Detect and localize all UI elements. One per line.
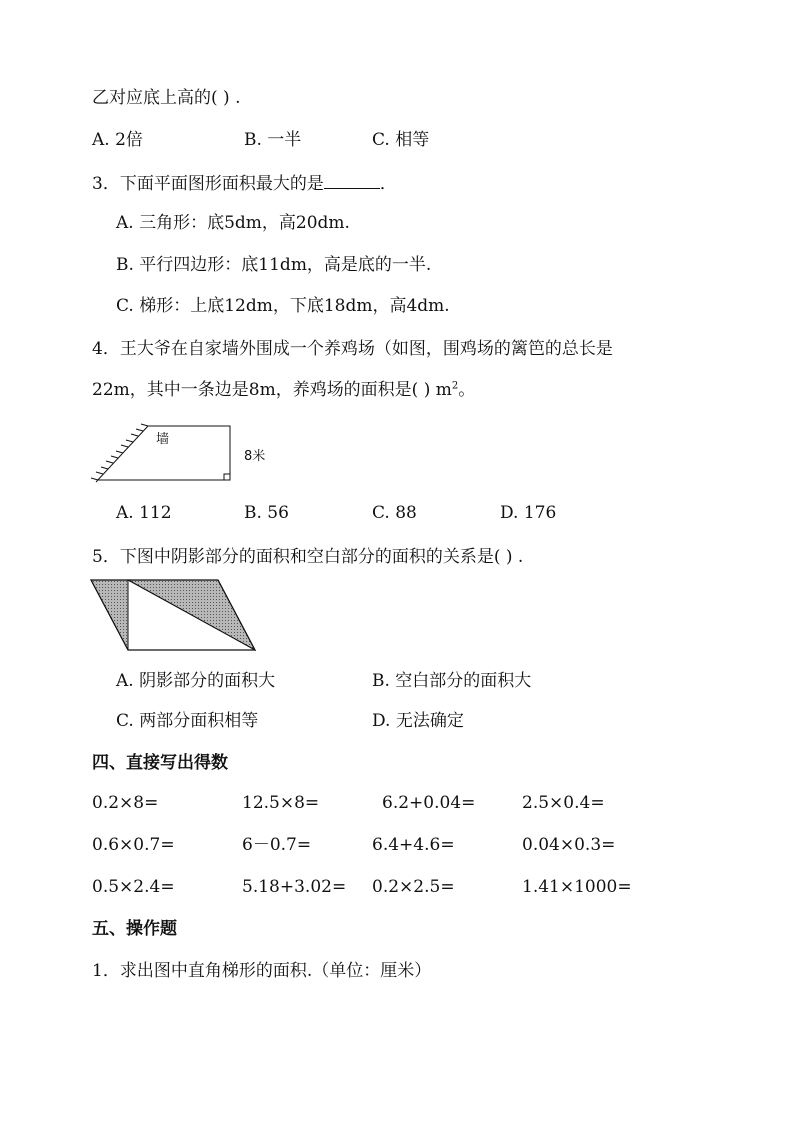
calc-r2c1: 0.6×0.7=: [92, 835, 175, 855]
calc-r3c1: 0.5×2.4=: [92, 877, 175, 897]
q4-unit-sup: 2: [451, 380, 459, 392]
calc-r2c4: 0.04×0.3=: [522, 835, 616, 855]
q4-stem-end: 。: [458, 380, 476, 400]
q3-answer-blank[interactable]: [324, 171, 380, 189]
q2-continuation: 乙对应底上高的( ) .: [92, 88, 241, 108]
q4-stem-line1: 4．王大爷在自家墙外围成一个养鸡场（如图，围鸡场的篱笆的总长是: [92, 339, 613, 359]
q5-stem: 5．下图中阴影部分的面积和空白部分的面积的关系是( ) .: [92, 547, 524, 567]
q4-chicken-yard-figure: [88, 418, 288, 488]
wall-label: 墙: [156, 432, 170, 447]
q3-option-b: B. 平行四边形：底11dm，高是底的一半.: [116, 255, 432, 275]
q4-stem-line2: [92, 379, 475, 401]
section4-title: 四、直接写出得数: [92, 753, 228, 773]
q3-option-a: A. 三角形：底5dm，高20dm.: [116, 213, 350, 233]
calc-r3c2: 5.18+3.02=: [242, 877, 347, 897]
q3-stem-text: 3．下面平面图形面积最大的是: [92, 174, 324, 194]
q5-option-c: C. 两部分面积相等: [116, 711, 259, 731]
calc-r2c3: 6.4+4.6=: [372, 835, 455, 855]
right-angle-mark: [224, 474, 230, 480]
q2-option-b: B. 一半: [244, 130, 302, 150]
q4-option-c: C. 88: [372, 503, 417, 523]
q5-parallelogram-figure: [90, 578, 260, 653]
calc-r3c4: 1.41×1000=: [522, 877, 632, 897]
section5-q1: 1．求出图中直角梯形的面积.（单位：厘米）: [92, 961, 432, 981]
q2-option-a: A. 2倍: [92, 130, 143, 150]
q3-stem: [92, 171, 397, 195]
q5-option-b: B. 空白部分的面积大: [372, 671, 532, 691]
q4-option-d: D. 176: [500, 503, 557, 523]
q3-option-c: C. 梯形：上底12dm，下底18dm，高4dm.: [116, 296, 450, 316]
q4-stem-text: 22m，其中一条边是8m，养鸡场的面积是( ) m: [92, 380, 452, 400]
calc-r3c3: 0.2×2.5=: [372, 877, 455, 897]
calc-r1c3: 6.2+0.04=: [382, 793, 476, 813]
q4-option-a: A. 112: [116, 503, 172, 523]
q3-stem-end: ．: [379, 174, 397, 194]
section5-title: 五、操作题: [92, 919, 177, 939]
q5-option-a: A. 阴影部分的面积大: [116, 671, 276, 691]
wall-hatch: [91, 424, 148, 482]
calc-r1c2: 12.5×8=: [242, 793, 320, 813]
calc-r2c2: 6－0.7=: [242, 835, 312, 855]
calc-r1c1: 0.2×8=: [92, 793, 159, 813]
calc-r1c4: 2.5×0.4=: [522, 793, 605, 813]
q2-option-c: C. 相等: [372, 130, 430, 150]
q5-option-d: D. 无法确定: [372, 711, 464, 731]
q4-option-b: B. 56: [244, 503, 289, 523]
side-length-label: 8米: [244, 449, 266, 464]
